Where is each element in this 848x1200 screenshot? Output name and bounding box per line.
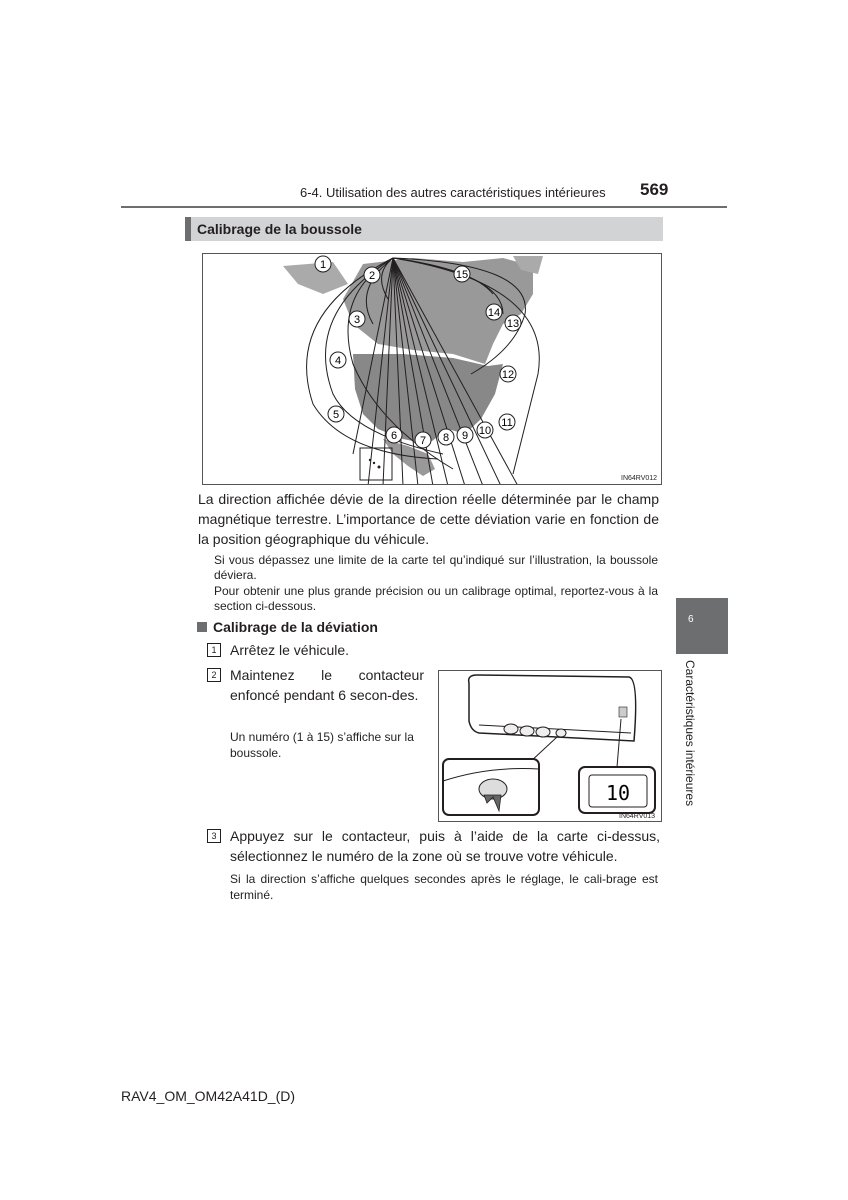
step-3-text: Appuyez sur le contacteur, puis à l’aide de la carte ci-dessus, sélectionnez le numéro de la zone où se trouve votre véhicule. bbox=[230, 828, 660, 864]
step-number-1: 1 bbox=[207, 643, 221, 657]
mirror-body bbox=[469, 675, 636, 741]
zone-marker-10 bbox=[477, 422, 493, 438]
mirror-figure-code: IN64RV013 bbox=[619, 813, 656, 820]
step-number-2: 2 bbox=[207, 668, 221, 682]
page-number: 569 bbox=[640, 180, 669, 199]
svg-text:10: 10 bbox=[478, 425, 492, 437]
svg-text:1: 1 bbox=[319, 259, 327, 271]
svg-text:15: 15 bbox=[455, 269, 469, 281]
zone-marker-13 bbox=[505, 315, 521, 331]
header-divider bbox=[121, 206, 727, 208]
svg-text:5: 5 bbox=[332, 409, 340, 421]
zone-marker-12 bbox=[500, 366, 516, 382]
zone-marker-2 bbox=[364, 267, 380, 283]
svg-text:13: 13 bbox=[506, 318, 520, 330]
svg-text:8: 8 bbox=[442, 432, 450, 444]
compass-display-value: 10 bbox=[605, 781, 631, 805]
zone-marker-9 bbox=[457, 427, 473, 443]
map-figure-code: IN64RV012 bbox=[621, 475, 658, 482]
step-3-note: Si la direction s’affiche quelques secondes après le réglage, le cali-brage est terminé. bbox=[230, 872, 658, 902]
boundary-note: Si vous dépassez une limite de la carte tel qu’indiqué sur l’illustration, la boussole déviera. bbox=[214, 553, 658, 582]
chapter-header: 6-4. Utilisation des autres caractéristiques intérieures bbox=[300, 185, 606, 200]
chapter-side-label: Caractéristiques intérieures bbox=[683, 660, 697, 807]
zone-marker-3 bbox=[349, 311, 365, 327]
zone-marker-7 bbox=[415, 432, 431, 448]
rearview-mirror-illustration bbox=[438, 670, 662, 822]
svg-text:4: 4 bbox=[334, 355, 342, 367]
zone-marker-4 bbox=[330, 352, 346, 368]
chapter-tab-number: 6 bbox=[688, 614, 694, 625]
step-2-note: Un numéro (1 à 15) s’affiche sur la boussole. bbox=[230, 730, 414, 760]
svg-text:2: 2 bbox=[368, 270, 376, 282]
svg-text:12: 12 bbox=[501, 369, 515, 381]
zone-marker-8 bbox=[438, 429, 454, 445]
mirror-drawing bbox=[439, 671, 662, 822]
svg-text:7: 7 bbox=[419, 435, 427, 447]
svg-text:11: 11 bbox=[501, 417, 513, 429]
svg-text:6: 6 bbox=[390, 430, 398, 442]
zone-marker-1 bbox=[315, 256, 331, 272]
subheading: Calibrage de la déviation bbox=[197, 619, 378, 635]
square-bullet-icon bbox=[197, 622, 207, 632]
section-title: Calibrage de la boussole bbox=[197, 221, 362, 237]
chapter-tab bbox=[676, 598, 728, 654]
step-number-3: 3 bbox=[207, 829, 221, 843]
step-2-text: Maintenez le contacteur enfoncé pendant 6 secon-des. bbox=[230, 667, 424, 703]
zone-marker-5 bbox=[328, 406, 344, 422]
precision-note: Pour obtenir une plus grande précision ou un calibrage optimal, reportez-vous à la section ci-dessous. bbox=[214, 584, 658, 613]
north-america-map-illustration bbox=[203, 254, 662, 485]
zone-marker-11 bbox=[499, 414, 515, 430]
svg-text:9: 9 bbox=[461, 430, 469, 442]
zone-marker-6 bbox=[386, 427, 402, 443]
document-code-footer: RAV4_OM_OM42A41D_(D) bbox=[121, 1088, 296, 1104]
hawaii-inset bbox=[360, 448, 392, 480]
zone-marker-15 bbox=[454, 266, 470, 282]
compass-zone-map bbox=[202, 253, 662, 485]
svg-text:14: 14 bbox=[487, 307, 501, 319]
svg-text:3: 3 bbox=[353, 314, 361, 326]
zone-marker-14 bbox=[486, 304, 502, 320]
step-1-text: Arrêtez le véhicule. bbox=[230, 642, 350, 658]
intro-paragraph: La direction affichée dévie de la direction réelle déterminée par le champ magnétique terrestre. L’importance de cette déviation varie en fonction de la position géographique du véhicule. bbox=[198, 491, 659, 547]
